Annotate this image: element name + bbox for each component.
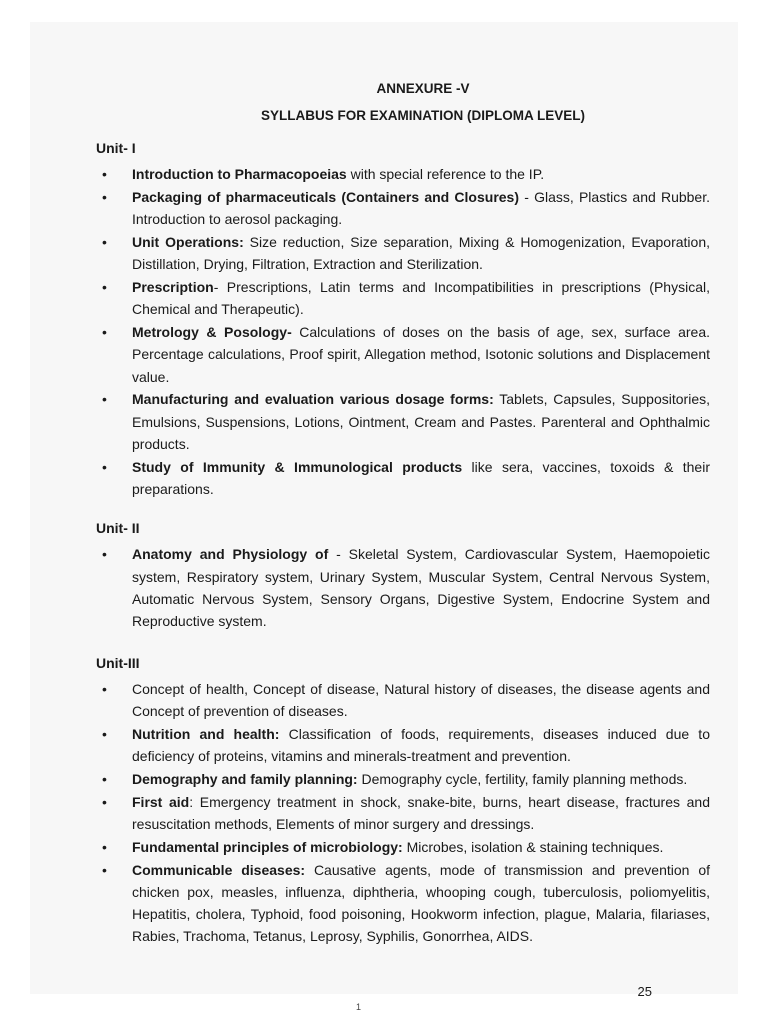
topic-text: : Emergency treatment in shock, snake-bite, burns, heart disease, fractures and resuscitation methods, Elements of minor surgery and dressings. xyxy=(132,793,710,832)
annexure-title: ANNEXURE -V xyxy=(376,81,470,96)
topic-heading: Introduction to Pharmacopoeias xyxy=(132,166,347,182)
topic-heading: Communicable diseases: xyxy=(132,861,306,878)
topic-text: Causative agents, mode of transmission and prevention of chicken pox, measles, influenza, diphtheria, whooping cough, tuberculosis, poliomyelitis, Hepatitis, cholera, Typhoid, food poisoning, Hookworm infection, plague, Malaria, filariases, Rabies, Trachoma, Tetanus, Leprosy, Syphilis, Gonorrhea, AIDS. xyxy=(132,861,711,945)
bullet-icon: • xyxy=(102,458,107,475)
topic-text: like sera, vaccines, toxoids & their preparations. xyxy=(132,458,710,498)
topic-list xyxy=(96,678,710,948)
topic-heading: Fundamental principles of microbiology: xyxy=(132,838,403,855)
topic-heading: First aid xyxy=(132,793,190,810)
topic-heading: Study of Immunity & Immunological products xyxy=(132,458,463,475)
topic-heading: Metrology & Posology- xyxy=(132,324,292,341)
topic-text: - Prescriptions, Latin terms and Incompatibilities in prescriptions (Physical, Chemical and Therapeutic). xyxy=(132,278,710,318)
footer-number: 1 xyxy=(356,1002,362,1012)
topic-heading: Packaging of pharmaceuticals (Containers and Closures) xyxy=(132,188,520,205)
list-item xyxy=(96,723,710,768)
list-item xyxy=(96,231,710,276)
document-content xyxy=(96,80,710,966)
list-item xyxy=(96,543,710,632)
topic-heading: Manufacturing and evaluation various dosage forms: xyxy=(132,391,494,408)
bullet-icon: • xyxy=(102,233,107,250)
topic-text: with special reference to the IP. xyxy=(346,166,545,182)
bullet-icon: • xyxy=(102,838,107,855)
topic-text: Demography cycle, fertility, family planning methods. xyxy=(357,770,688,787)
bullet-icon: • xyxy=(102,861,107,878)
topic-heading: Unit Operations: xyxy=(132,233,244,250)
unit-title: Unit-III xyxy=(96,654,140,671)
page-number: 25 xyxy=(637,984,652,999)
topic-text: Calculations of doses on the basis of age, sex, surface area. Percentage calculations, Proof spirit, Allegation method, Isotonic solutions and Displacement value. xyxy=(132,324,710,385)
list-item xyxy=(96,791,710,836)
bullet-icon: • xyxy=(102,770,107,787)
unit-section xyxy=(96,518,710,632)
list-item xyxy=(96,768,710,790)
topic-heading: Prescription xyxy=(132,278,214,295)
bullet-icon: • xyxy=(102,188,107,205)
unit-section xyxy=(96,138,710,500)
topic-heading: Anatomy and Physiology of xyxy=(132,546,329,563)
unit-title: Unit- I xyxy=(96,140,136,156)
topic-text: Classification of foods, requirements, diseases induced due to deficiency of proteins, vitamins and minerals-treatment and prevention. xyxy=(132,725,710,765)
unit-title: Unit- II xyxy=(96,520,140,537)
topic-list xyxy=(96,163,710,500)
topic-text: - Skeletal System, Cardiovascular System, Haemopoietic system, Respiratory system, Urinary System, Muscular System, Central Nervous System, Automatic Nervous System, Sensory Organs, Digestive System, Endocrine System and Reproductive system. xyxy=(132,546,710,630)
topic-text: Tablets, Capsules, Suppositories, Emulsions, Suspensions, Lotions, Ointment, Cream and Pastes. Parenteral and Ophthalmic products. xyxy=(132,391,710,453)
list-item xyxy=(96,163,710,185)
topic-text: - Glass, Plastics and Rubber. Introduction to aerosol packaging. xyxy=(132,188,710,228)
topic-text: Size reduction, Size separation, Mixing & Homogenization, Evaporation, Distillation, Drying, Filtration, Extraction and Sterilization. xyxy=(132,233,710,273)
bullet-icon: • xyxy=(102,793,107,810)
topic-heading: Demography and family planning: xyxy=(132,770,358,787)
list-item xyxy=(96,456,710,501)
bullet-icon: • xyxy=(102,324,107,341)
list-item xyxy=(96,186,710,231)
syllabus-title: SYLLABUS FOR EXAMINATION (DIPLOMA LEVEL) xyxy=(261,108,585,123)
list-item xyxy=(96,321,710,388)
bullet-icon: • xyxy=(102,391,107,408)
list-item xyxy=(96,859,710,948)
bullet-icon: • xyxy=(102,680,107,697)
topic-text: Concept of health, Concept of disease, Natural history of diseases, the disease agents and Concept of prevention of diseases. xyxy=(132,680,710,719)
document-page xyxy=(30,22,738,999)
topic-text: Microbes, isolation & staining techniques. xyxy=(402,838,664,855)
bullet-icon: • xyxy=(102,278,107,295)
bullet-icon: • xyxy=(102,166,107,182)
topic-list xyxy=(96,543,710,632)
topic-heading: Nutrition and health: xyxy=(132,725,280,742)
bullet-icon: • xyxy=(102,546,107,563)
unit-section xyxy=(96,653,710,948)
list-item xyxy=(96,678,710,723)
list-item xyxy=(96,836,710,858)
list-item xyxy=(96,276,710,321)
bullet-icon: • xyxy=(102,725,107,742)
list-item xyxy=(96,388,710,455)
